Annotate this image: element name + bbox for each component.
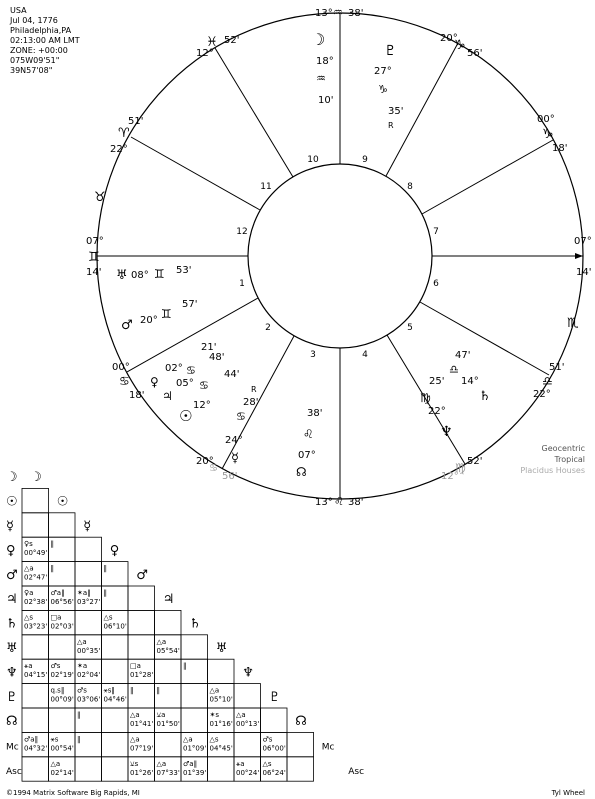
ic-minute: 38' <box>348 497 364 508</box>
chart-place: Philadelphia,PA <box>10 26 72 35</box>
aspect-cell-text: ✶s <box>209 711 220 719</box>
aspect-cell <box>261 708 288 732</box>
virgo-icon: ♍ <box>420 391 431 405</box>
grid-diag-glyph: ♇ <box>268 689 281 705</box>
aspect-cell-text: 04°45' <box>209 744 233 753</box>
node-degree: 07° <box>298 450 316 461</box>
house-4: 4 <box>362 350 368 360</box>
aspect-cell-text: △a <box>209 686 220 695</box>
aspect-cell-text: △a <box>130 735 140 744</box>
aspect-cell-text: ‖ <box>103 589 107 597</box>
h5-degree: 12° <box>441 471 459 482</box>
h9-minute: 56' <box>467 48 483 59</box>
aspect-cell-text: △a <box>156 759 167 768</box>
h8-minute: 18' <box>552 143 568 154</box>
chart-date: Jul 04, 1776 <box>10 16 58 25</box>
aspect-cell-text: △a <box>130 711 140 719</box>
capricorn-icon: ♑ <box>454 38 466 53</box>
grid-diag-glyph: ♆ <box>242 665 254 681</box>
h11-degree: 12° <box>196 48 214 59</box>
aries-icon: ♈ <box>118 126 130 141</box>
grid-diag-glyph: ☉ <box>56 494 69 510</box>
venus-minute: 21' <box>201 342 217 353</box>
aspect-cell <box>102 732 129 756</box>
aspect-cell-text: 06°00' <box>262 744 286 753</box>
aspect-cell-text: q.s‖ <box>50 686 65 695</box>
grid-row-glyph: ♇ <box>6 689 18 705</box>
h6-degree: 22° <box>533 389 551 400</box>
aspect-cell-text: ✶a <box>77 662 88 671</box>
footer-copyright: ©1994 Matrix Software Big Rapids, MI <box>6 789 140 797</box>
asc-minute: 14' <box>86 267 102 278</box>
aspect-cell-text: ⚹s <box>50 735 59 744</box>
pluto-retrograde: R <box>388 121 394 130</box>
aspect-cell <box>208 659 235 683</box>
uranus-degree: 08° <box>131 270 149 281</box>
cancer-icon: ♋ <box>209 463 218 474</box>
grid-row-glyph: ♂ <box>6 567 18 583</box>
grid-row-glyph: Mc <box>6 742 19 753</box>
aspect-cell-text: ‖ <box>183 662 187 671</box>
chart-time: 02:13:00 AM LMT <box>10 36 80 45</box>
aspect-cell-text: 00°13' <box>236 720 260 728</box>
aspect-cell-text: 06°56' <box>50 598 74 606</box>
aspect-cell-text: ⚺s <box>130 759 139 768</box>
ic-degree: 13° <box>315 497 333 508</box>
moon-icon: ☽ <box>311 30 326 49</box>
aspect-cell-text: △a <box>50 759 61 768</box>
cancer-icon: ♋ <box>236 410 246 423</box>
chart-latitude: 39N57'08" <box>10 66 53 75</box>
aspect-cell-text: 04°46' <box>103 695 127 704</box>
aspect-cell <box>155 659 182 683</box>
aspect-cell-text: △a <box>24 564 34 573</box>
aspect-cell-text: △a <box>183 735 193 744</box>
grid-diag-glyph: ♄ <box>189 616 201 632</box>
aspect-cell-text: ✶a‖ <box>77 589 91 597</box>
house-5: 5 <box>407 323 413 333</box>
aspect-cell <box>234 732 261 756</box>
chart-longitude: 075W09'51" <box>10 56 60 65</box>
aspect-cell-text: 01°28' <box>130 671 154 680</box>
asc-degree: 07° <box>86 236 104 247</box>
aspect-cell-text: 01°50' <box>156 720 180 728</box>
aspect-cell <box>102 757 129 781</box>
aspect-cell-text: 00°49' <box>24 549 48 558</box>
grid-diag-glyph: ♅ <box>215 641 228 656</box>
sun-minute: 44' <box>224 369 240 380</box>
aspect-cell <box>102 708 129 732</box>
aspect-cell-text: ♀s <box>24 540 33 549</box>
aspect-cell-text: 05°10' <box>209 695 233 704</box>
house-6: 6 <box>433 279 439 289</box>
mercury-minute: 28' <box>243 397 259 408</box>
aspect-cell-text: 01°16' <box>209 720 233 728</box>
mc-minute: 38' <box>348 8 364 19</box>
aspect-cell-text: 02°47' <box>24 573 48 582</box>
h9-degree: 20° <box>440 33 458 44</box>
grid-row-glyph: ♅ <box>6 641 18 656</box>
mars-icon: ♂ <box>121 318 133 333</box>
aspect-cell-text: △s <box>24 613 34 622</box>
aspect-cell-text: 02°38' <box>24 598 48 606</box>
legend-geocentric: Geocentric <box>541 444 585 453</box>
cancer-icon: ♋ <box>199 379 209 392</box>
aspect-cell <box>22 635 49 659</box>
aspect-cell-text: △s <box>262 759 272 768</box>
uranus-minute: 53' <box>176 265 192 276</box>
aspect-cell <box>234 684 261 708</box>
pluto-icon: ♇ <box>384 43 397 59</box>
pisces-icon: ♓ <box>206 35 218 50</box>
house-2: 2 <box>265 323 271 333</box>
venus-icon: ♀ <box>150 375 159 389</box>
aspect-cell-text: ‖ <box>77 711 81 719</box>
aspect-cell-text: △a <box>236 711 246 719</box>
grid-diag-glyph: ♂ <box>136 567 148 583</box>
grid-row-glyph: ♃ <box>6 592 18 608</box>
grid-diag-glyph: ♃ <box>162 592 175 608</box>
chart-zone: ZONE: +00:00 <box>10 46 68 55</box>
aspect-cell-text: ‖ <box>130 686 134 695</box>
grid-row-glyph: ☿ <box>6 519 14 534</box>
aspect-cell <box>75 757 102 781</box>
pluto-minute: 35' <box>388 106 404 117</box>
legend-tropical: Tropical <box>554 455 585 464</box>
aspect-cell-text: △a <box>77 637 87 646</box>
grid-row-glyph: ♆ <box>6 665 18 681</box>
jupiter-icon: ♃ <box>162 389 173 403</box>
aspect-cell-text: △s <box>209 735 219 744</box>
grid-diag-glyph: ☽ <box>30 470 42 486</box>
grid-diag-glyph: Mc <box>321 742 335 753</box>
aquarius-icon: ♒ <box>333 6 343 19</box>
jupiter-minute: 48' <box>209 352 225 363</box>
sun-degree: 12° <box>193 400 211 411</box>
aspect-cell-text: ♂a‖ <box>24 735 39 744</box>
aspect-cell-text: ⚹a <box>24 662 33 671</box>
aspect-cell <box>75 562 102 586</box>
chart-name: USA <box>10 6 27 15</box>
aspect-cell-text: 01°26' <box>130 768 154 777</box>
aspect-cell-text: ♂a‖ <box>50 589 65 597</box>
h2-degree: 00° <box>112 362 130 373</box>
aspect-cell-text: 00°24' <box>236 768 260 777</box>
aspect-cell-text: ‖ <box>77 735 81 744</box>
grid-diag-glyph: ☿ <box>83 519 92 534</box>
aspect-cell-text: ‖ <box>50 564 54 573</box>
aspect-cell <box>181 684 208 708</box>
aspect-cell-text: 05°54' <box>156 646 180 655</box>
aspect-cell-text: 01°39' <box>183 768 207 777</box>
aspect-cell-text: △a <box>156 637 167 646</box>
aspect-cell-text: ♀a <box>24 589 34 597</box>
aspect-cell-text: 00°35' <box>77 646 101 655</box>
house-11: 11 <box>260 182 272 192</box>
aspect-cell <box>75 610 102 634</box>
mars-minute: 57' <box>182 299 198 310</box>
aspect-cell <box>75 537 102 561</box>
neptune-degree: 22° <box>428 406 446 417</box>
venus-degree: 02° <box>165 363 183 374</box>
aspect-cell-text: ♂s <box>50 662 61 671</box>
aspect-cell-text: 01°41' <box>130 720 154 728</box>
h12-minute: 51' <box>128 116 144 127</box>
aspect-cell-text: ⚹a <box>236 759 245 768</box>
scorpio-icon: ♏ <box>567 316 579 331</box>
aspect-cell <box>22 708 49 732</box>
house-3: 3 <box>310 350 316 360</box>
virgo-icon: ♍ <box>455 461 466 475</box>
cancer-icon: ♋ <box>119 374 130 388</box>
aspect-cell-text: ‖ <box>156 686 160 695</box>
aspect-cell-text: ♂s <box>77 686 87 695</box>
mercury-icon: ☿ <box>231 451 239 466</box>
node-minute: 38' <box>307 408 323 419</box>
neptune-icon: ♆ <box>440 424 453 440</box>
grid-row-glyph: ☉ <box>6 494 18 510</box>
aspect-cell-text: 03°06' <box>77 695 101 704</box>
gemini-icon: ♊ <box>154 267 165 281</box>
pluto-degree: 27° <box>374 66 392 77</box>
aspect-cell-text: 02°04' <box>77 671 101 680</box>
capricorn-icon: ♑ <box>378 83 388 96</box>
legend-houses: Placidus Houses <box>520 466 585 475</box>
house-10: 10 <box>307 155 319 165</box>
mars-degree: 20° <box>140 315 158 326</box>
north-node-icon: ☊ <box>296 465 307 479</box>
aspect-cell-text: □a <box>130 662 141 671</box>
grid-row-glyph: ☽ <box>6 470 18 486</box>
house-12: 12 <box>236 227 248 237</box>
aspect-cell-text: ♂a‖ <box>183 759 198 768</box>
h3-degree: 20° <box>196 456 214 467</box>
aspect-cell-text: 03°23' <box>24 622 48 631</box>
aspect-cell <box>128 610 155 634</box>
aspect-cell <box>49 635 76 659</box>
aspect-cell <box>102 659 129 683</box>
aspect-cell <box>155 732 182 756</box>
aspect-cell-text: 07°19' <box>130 744 154 753</box>
mercury-degree: 24° <box>225 435 243 446</box>
grid-row-glyph: ♄ <box>6 616 18 632</box>
aspect-cell-text: 07°33' <box>156 768 180 777</box>
aspect-cell <box>208 757 235 781</box>
grid-diag-glyph: ♀ <box>109 543 120 559</box>
grid-row-glyph: ☊ <box>6 714 18 730</box>
aspect-cell <box>287 732 314 756</box>
aspect-cell-text: ‖ <box>50 540 54 549</box>
aspect-cell-text: 02°14' <box>50 768 74 777</box>
aspect-cell <box>128 635 155 659</box>
leo-icon: ♌ <box>303 427 314 441</box>
aspect-cell <box>287 757 314 781</box>
aspect-cell <box>49 513 76 537</box>
aspect-cell-text: 04°32' <box>24 744 48 753</box>
gemini-icon: ♊ <box>88 250 100 265</box>
aspect-cell-text: 06°24' <box>262 768 286 777</box>
h6-minute: 51' <box>549 362 565 373</box>
aspect-cell-text: ⚹s‖ <box>103 686 115 695</box>
aspect-cell <box>22 757 49 781</box>
jupiter-degree: 05° <box>176 378 194 389</box>
aspect-cell-text: ♂s <box>262 735 273 744</box>
aspect-cell <box>181 708 208 732</box>
saturn-icon: ♄ <box>479 389 491 404</box>
aspect-cell-text: 06°10' <box>103 622 127 631</box>
aspect-cell-text: 00°09' <box>50 695 74 704</box>
leo-icon: ♌ <box>334 495 344 508</box>
house-1: 1 <box>239 279 245 289</box>
aspect-cell <box>181 635 208 659</box>
aspect-cell-text: △s <box>103 613 113 622</box>
neptune-minute: 25' <box>429 376 445 387</box>
desc-minute: 14' <box>576 267 592 278</box>
mc-degree: 13° <box>315 8 333 19</box>
aquarius-icon: ♒ <box>316 72 326 85</box>
uranus-icon: ♅ <box>116 268 128 283</box>
capricorn-icon: ♑ <box>542 127 554 142</box>
aspect-cell <box>128 586 155 610</box>
desc-degree: 07° <box>574 236 592 247</box>
h3-minute: 56' <box>222 471 238 482</box>
taurus-icon: ♉ <box>94 190 106 205</box>
cancer-icon: ♋ <box>186 364 196 377</box>
grid-row-glyph: Asc <box>6 767 22 777</box>
aspect-cell <box>155 610 182 634</box>
h8-degree: 00° <box>537 114 555 125</box>
aspect-cell-text: 04°15' <box>24 671 48 680</box>
moon-minute: 10' <box>318 95 334 106</box>
h2-minute: 18' <box>129 390 145 401</box>
aspect-cell <box>49 708 76 732</box>
aspect-cell-text: ‖ <box>103 564 107 573</box>
aspect-cell <box>22 513 49 537</box>
aspect-cell-text: □a <box>50 613 62 622</box>
aspect-cell-text: ⚺a <box>156 711 166 719</box>
libra-icon: ♎ <box>449 363 459 376</box>
saturn-degree: 14° <box>461 376 479 387</box>
h5-minute: 52' <box>467 456 483 467</box>
libra-icon: ♎ <box>542 374 553 388</box>
aspect-cell-text: 00°54' <box>50 744 74 753</box>
house-7: 7 <box>433 227 439 237</box>
aspect-cell <box>22 488 49 512</box>
gemini-icon: ♊ <box>161 307 172 321</box>
grid-diag-glyph: Asc <box>348 767 365 777</box>
grid-row-glyph: ♀ <box>6 543 16 559</box>
footer-wheel-name: Tyl Wheel <box>551 789 585 797</box>
aspect-cell-text: 01°09' <box>183 744 207 753</box>
house-8: 8 <box>407 182 413 192</box>
aspect-cell <box>102 635 129 659</box>
h11-minute: 52' <box>224 35 240 46</box>
saturn-minute: 47' <box>455 350 471 361</box>
aspect-cell <box>22 684 49 708</box>
mercury-retrograde: R <box>251 385 257 394</box>
moon-degree: 18° <box>316 56 334 67</box>
grid-diag-glyph: ☊ <box>295 714 307 730</box>
aspect-cell-text: 03°27' <box>77 598 101 606</box>
sun-icon: ☉ <box>179 407 193 425</box>
house-9: 9 <box>362 155 368 165</box>
aspect-cell-text: 02°19' <box>50 671 74 680</box>
aspect-cell-text: 02°03' <box>50 622 74 631</box>
h12-degree: 22° <box>110 144 128 155</box>
